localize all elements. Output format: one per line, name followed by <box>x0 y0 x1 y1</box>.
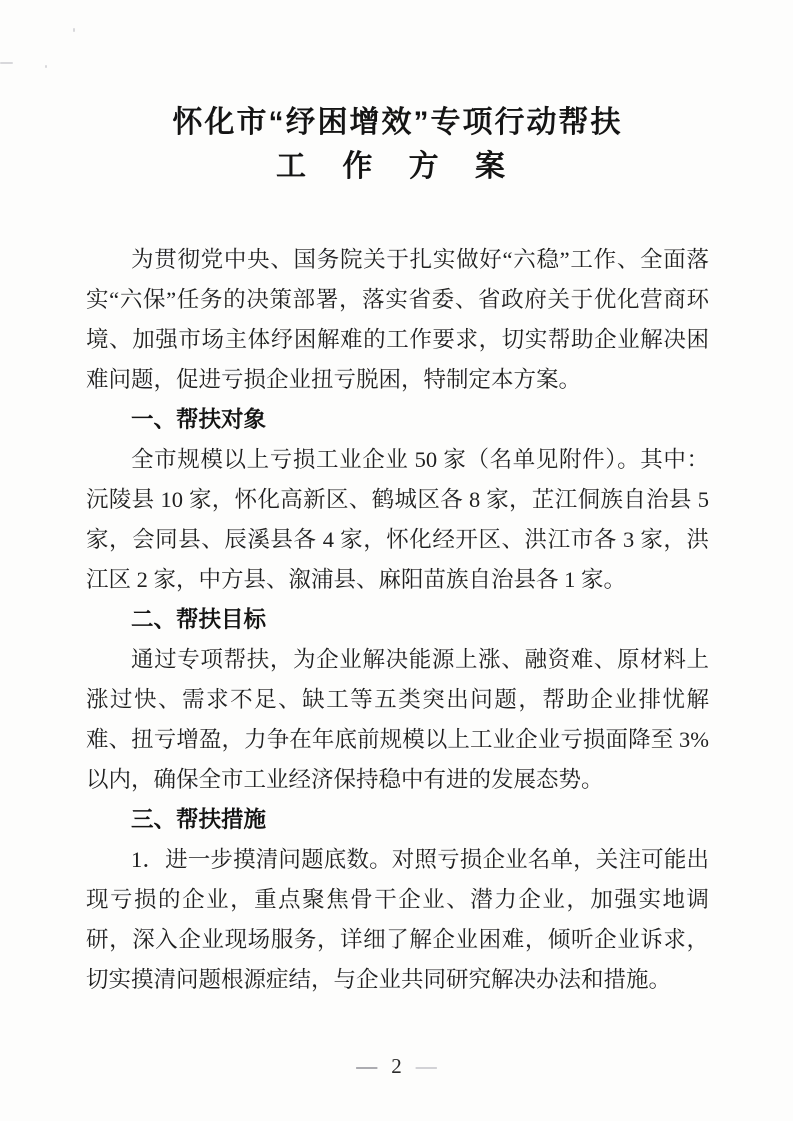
section-3-heading: 三、帮扶措施 <box>131 807 267 832</box>
document-text <box>86 240 709 1000</box>
intro-paragraph: 为贯彻党中央、国务院关于扎实做好“六稳”工作、全面落实“六保”任务的决策部署，落实省委、省政府关于优化营商环境、加强市场主体纾困解难的工作要求，切实帮助企业解决困难问题，促进亏损企业扭亏脱困，特制定本方案。 <box>86 247 709 392</box>
section-1-heading: 一、帮扶对象 <box>131 407 267 432</box>
section-help-measures <box>86 800 709 1000</box>
section-2-paragraph: 通过专项帮扶，为企业解决能源上涨、融资难、原材料上涨过快、需求不足、缺工等五类突出问题，帮助企业排忧解难、扭亏增盈，力争在年底前规模以上工业企业亏损面降至 3% 以内，确保全市工业经济保持稳中有进的发展态势。 <box>86 647 709 792</box>
page-number: 2 <box>391 1054 402 1078</box>
section-3-paragraph: 1．进一步摸清问题底数。对照亏损企业名单，关注可能出现亏损的企业，重点聚焦骨干企业、潜力企业，加强实地调研，深入企业现场服务，详细了解企业困难，倾听企业诉求，切实摸清问题根源症结，与企业共同研究解决办法和措施。 <box>86 847 709 992</box>
footer-dash-right: — <box>415 1054 437 1078</box>
document-title-line1: 怀化市“纾困增效”专项行动帮扶 <box>172 106 623 139</box>
section-help-goals <box>86 600 709 800</box>
section-2-heading: 二、帮扶目标 <box>131 607 267 632</box>
section-1-paragraph: 全市规模以上亏损工业企业 50 家（名单见附件）。其中：沅陵县 10 家，怀化高新区、鹤城区各 8 家，芷江侗族自治县 5 家，会同县、辰溪县各 4 家，怀化经开区、洪江市各 3 家，洪江区 2 家，中方县、溆浦县、麻阳苗族自治县各 1 家。 <box>86 447 709 592</box>
document-title-line2: 工 作 方 案 <box>275 150 519 183</box>
page-footer <box>0 1054 793 1079</box>
footer-dash-left: — <box>356 1054 378 1078</box>
section-help-targets <box>86 400 709 600</box>
